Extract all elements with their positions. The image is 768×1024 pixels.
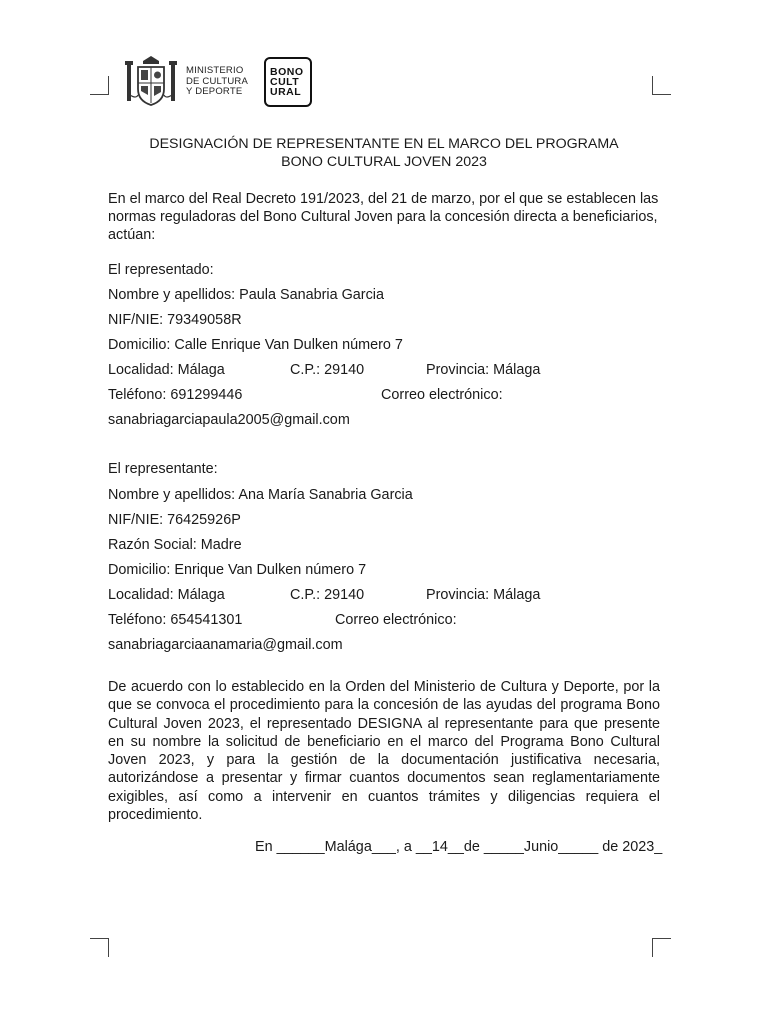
crop-mark-top-right — [652, 76, 671, 95]
logo-line: URAL — [270, 86, 302, 98]
title-line-1: DESIGNACIÓN DE REPRESENTANTE EN EL MARCO DEL PROGRAMA — [149, 136, 619, 152]
represented-address: Domicilio: Calle Enrique Van Dulken número 7 — [108, 337, 403, 353]
represented-heading: El representado: — [108, 262, 214, 278]
represented-locality: Localidad: Málaga — [108, 362, 225, 378]
ministry-line: MINISTERIO — [186, 65, 244, 77]
representative-email: sanabriagarciaanamaria@gmail.com — [108, 637, 343, 653]
representative-email-label: Correo electrónico: — [335, 612, 457, 628]
representative-heading: El representante: — [108, 461, 218, 477]
logo-line: CULT — [270, 76, 300, 88]
represented-phone: Teléfono: 691299446 — [108, 387, 243, 403]
document-header — [124, 54, 312, 110]
representative-address: Domicilio: Enrique Van Dulken número 7 — [108, 562, 367, 578]
represented-province: Provincia: Málaga — [426, 362, 541, 378]
designation-paragraph: De acuerdo con lo establecido en la Orden del Ministerio de Cultura y Deporte, por la que se convoca el procedimiento para la concesión de las ayudas del programa Bono Cultural Joven 2023, el representado DESIGNA al representante para que presente en su nombre la solicitud de beneficiario en el marco del Programa Bono Cultural Joven 2023, y para la gestión de la documentación justificativa necesaria, autorizándose a presentar y firmar cuantos documentos sean reglamentariamente exigibles, así como a intervenir en cuantos trámites y diligencias requiera el procedimiento. — [108, 679, 660, 824]
crop-mark-bottom-left — [90, 938, 109, 957]
crop-mark-top-left — [90, 76, 109, 95]
representative-nif: NIF/NIE: 76425926P — [108, 512, 241, 528]
represented-email: sanabriagarciapaula2005@gmail.com — [108, 412, 350, 428]
date-line: En ______Malága___, a __14__de _____Junio_____ de 2023_ — [255, 839, 663, 855]
representative-name: Nombre y apellidos: Ana María Sanabria Garcia — [108, 487, 413, 503]
representative-locality: Localidad: Málaga — [108, 587, 225, 603]
crop-mark-bottom-right — [652, 938, 671, 957]
represented-postal-code: C.P.: 29140 — [290, 362, 365, 378]
represented-nif: NIF/NIE: 79349058R — [108, 312, 242, 328]
ministry-line: Y DEPORTE — [186, 86, 243, 98]
intro-paragraph: En el marco del Real Decreto 191/2023, del 21 de marzo, por el que se establecen las normas reguladoras del Bono Cultural Joven para la concesión directa a beneficiarios, actúan: — [108, 191, 659, 243]
representative-postal-code: C.P.: 29140 — [290, 587, 365, 603]
bono-cultural-logo — [264, 57, 312, 107]
coat-of-arms-icon — [124, 55, 178, 109]
representative-phone: Teléfono: 654541301 — [108, 612, 243, 628]
document-title — [108, 135, 660, 171]
ministry-line: DE CULTURA — [186, 75, 248, 87]
representative-province: Provincia: Málaga — [426, 587, 541, 603]
title-line-2: BONO CULTURAL JOVEN 2023 — [281, 154, 487, 170]
represented-email-label: Correo electrónico: — [381, 387, 503, 403]
ministry-name — [186, 66, 248, 98]
represented-name: Nombre y apellidos: Paula Sanabria Garcia — [108, 287, 384, 303]
representative-company: Razón Social: Madre — [108, 537, 242, 553]
logo-line: BONO — [270, 66, 304, 78]
